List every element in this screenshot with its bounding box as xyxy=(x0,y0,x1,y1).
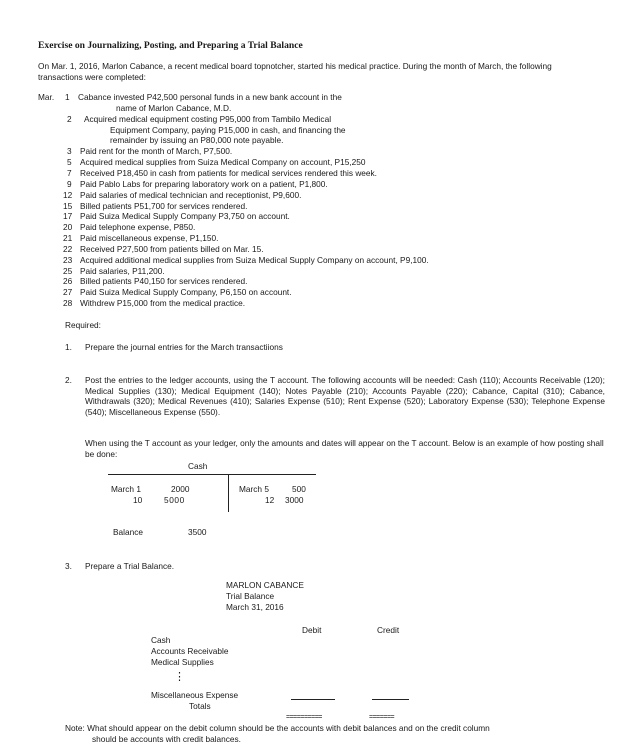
transaction-day: 12 xyxy=(63,189,73,200)
transaction-text: Acquired medical equipment costing P95,000 from Tambilo Medical xyxy=(84,113,332,124)
transaction-day: 2 xyxy=(67,113,72,124)
t-debit-date-1: March 1 xyxy=(111,484,141,494)
transaction-text: Billed patients P51,700 for services rendered. xyxy=(80,200,248,211)
transaction-text: Cabance invested P42,500 personal funds in a new bank account in the xyxy=(78,92,342,102)
requirement-1-number: 1. xyxy=(65,342,72,352)
tb-account-cash: Cash xyxy=(151,635,171,645)
transaction-text: Paid telephone expense, P850. xyxy=(80,222,196,233)
tb-credit-header: Credit xyxy=(377,625,400,635)
t-debit-amount-1: 2000 xyxy=(171,484,190,494)
tb-account-receivable: Accounts Receivable xyxy=(151,646,229,656)
t-account-horizontal-line xyxy=(108,474,316,475)
transaction-day: 23 xyxy=(63,254,73,265)
t-balance-amount: 3500 xyxy=(188,527,207,537)
transaction-day: 20 xyxy=(63,222,73,233)
tb-account-medical-supplies: Medical Supplies xyxy=(151,657,214,667)
transaction-day: 28 xyxy=(63,298,73,309)
tb-debit-total-mark: ========== xyxy=(286,714,322,721)
tb-account-misc-expense: Miscellaneous Expense xyxy=(151,690,239,700)
t-balance-label: Balance xyxy=(113,527,143,537)
transaction-day: 7 xyxy=(67,167,72,178)
transaction-text: Received P18,450 in cash from patients for medical services rendered this week. xyxy=(80,167,377,178)
requirement-3-number: 3. xyxy=(65,561,72,571)
transaction-text: Equipment Company, paying P15,000 in cash, and financing the xyxy=(110,124,346,135)
transaction-text: Paid rent for the month of March, P7,500. xyxy=(80,146,233,157)
transaction-text: Paid Suiza Medical Supply Company P3,750 on account. xyxy=(80,211,290,222)
t-account-vertical-line xyxy=(228,474,229,512)
t-account-title: Cash xyxy=(188,461,208,471)
transaction-day: 27 xyxy=(63,287,73,298)
transaction-text: Received P27,500 from patients billed on Mar. 15. xyxy=(80,243,264,254)
tb-credit-total-mark: ======= xyxy=(369,714,395,721)
tb-debit-header: Debit xyxy=(302,625,322,635)
tb-date: March 31, 2016 xyxy=(226,602,284,612)
requirement-2-text: Post the entries to the ledger accounts, using the T account. The following accounts will be needed: Cash (110); Accounts Receivable (120); Medical Supplies (130); Medical Equipment (140); Notes Payable (210); Accounts Payable (220); Cabance, Capital (310); Cabance, Withdrawals (320); Medical Revenues (410); Salaries Expense (510); Rent Expense (520); Laboratory Expense (530); Telephone Expense (540); Miscellaneous Expense (550). xyxy=(85,375,605,417)
transaction-text: remainder by issuing an P80,000 note payable. xyxy=(110,135,284,146)
tb-debit-underline xyxy=(291,699,335,700)
tb-company: MARLON CABANCE xyxy=(226,580,304,590)
t-debit-date-2: 10 xyxy=(133,495,143,505)
exercise-title: Exercise on Journalizing, Posting, and Preparing a Trial Balance xyxy=(38,40,303,51)
transaction-day: 25 xyxy=(63,265,73,276)
t-credit-date-2: 12 xyxy=(265,495,275,505)
transaction-text: Paid Pablo Labs for preparing laboratory work on a patient, P1,800. xyxy=(80,178,328,189)
note-line-2: should be accounts with credit balances. xyxy=(92,734,241,744)
requirement-3-text: Prepare a Trial Balance. xyxy=(85,561,175,571)
transaction-text: Withdrew P15,000 from the medical practice. xyxy=(80,298,246,309)
transaction-text: name of Marlon Cabance, M.D. xyxy=(116,102,232,113)
t-account-instructions: When using the T account as your ledger, only the amounts and dates will appear on the T account. Below is an example of how posting shall be done: xyxy=(85,438,604,459)
transaction-day: 15 xyxy=(63,200,73,211)
t-debit-amount-2: 5000 xyxy=(164,495,185,505)
transaction-day: 3 xyxy=(67,146,72,157)
transaction-day: 1 xyxy=(65,92,70,102)
intro-paragraph: On Mar. 1, 2016, Marlon Cabance, a recent medical board topnotcher, started his medical practice. During the month of March, the following transactions were completed: xyxy=(38,61,552,82)
transaction-text: Paid Suiza Medical Supply Company, P6,150 on account. xyxy=(80,287,292,298)
tb-heading: Trial Balance xyxy=(226,591,275,601)
transaction-text: Billed patients P40,150 for services rendered. xyxy=(80,276,248,287)
tb-ellipsis: ⋮ xyxy=(174,671,185,683)
transaction-text: Paid salaries, P11,200. xyxy=(80,265,165,276)
transaction-day: 5 xyxy=(67,157,72,168)
transaction-text: Paid salaries of medical technician and receptionist, P9,600. xyxy=(80,189,302,200)
transaction-text: Acquired additional medical supplies from Suiza Medical Supply Company on account, P9,100. xyxy=(80,254,429,265)
requirement-1-text: Prepare the journal entries for the March transactiions xyxy=(85,342,283,352)
month-label: Mar. xyxy=(38,92,55,102)
t-credit-amount-2: 3000 xyxy=(285,495,304,505)
note-line-1: Note: What should appear on the debit column should be the accounts with debit balances and on the credit column xyxy=(65,723,490,733)
transaction-day: 17 xyxy=(63,211,73,222)
required-label: Required: xyxy=(65,320,101,330)
tb-credit-underline xyxy=(372,699,409,700)
transaction-text: Acquired medical supplies from Suiza Medical Company on account, P15,250 xyxy=(80,157,366,168)
transaction-day: 21 xyxy=(63,233,73,244)
tb-totals-label: Totals xyxy=(189,701,211,711)
requirement-2-number: 2. xyxy=(65,375,72,385)
transaction-day: 26 xyxy=(63,276,73,287)
transaction-day: 22 xyxy=(63,243,73,254)
transaction-day: 9 xyxy=(67,178,72,189)
t-credit-amount-1: 500 xyxy=(292,484,306,494)
transaction-text: Paid miscellaneous expense, P1,150. xyxy=(80,233,219,244)
t-credit-date-1: March 5 xyxy=(239,484,269,494)
